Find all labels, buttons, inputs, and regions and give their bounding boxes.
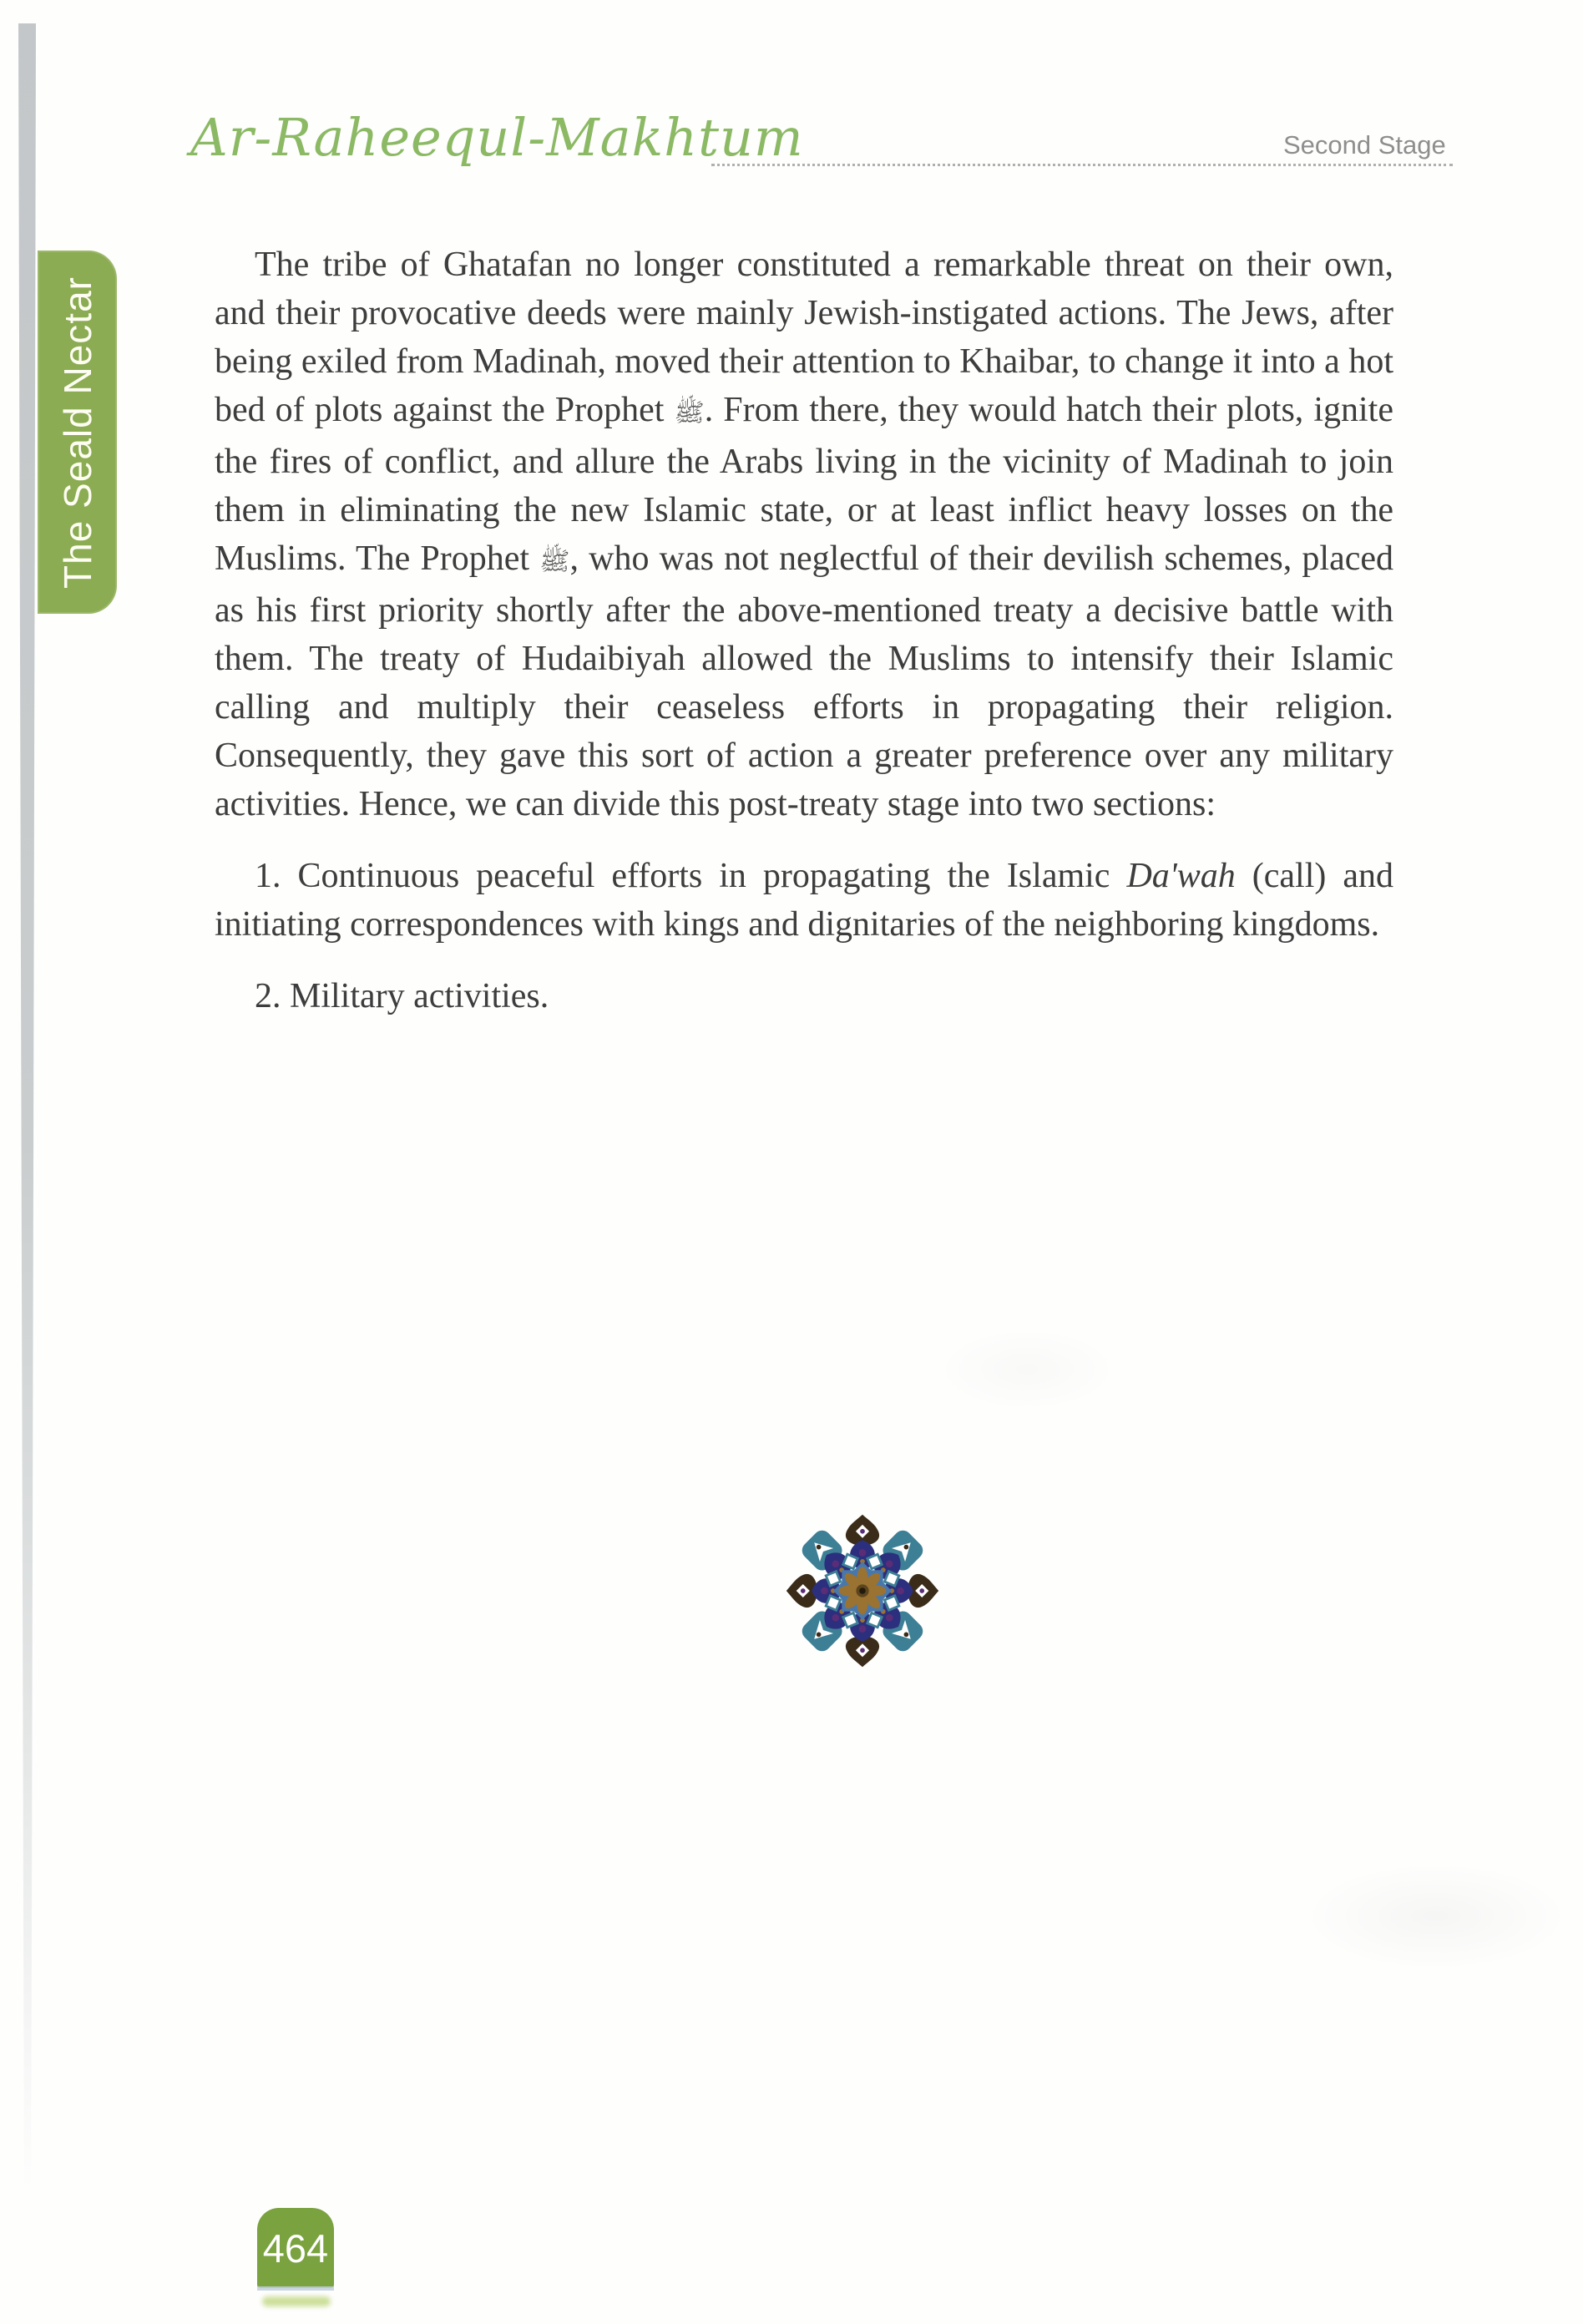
page-badge-underline [257, 2286, 334, 2291]
paragraph: The tribe of Ghatafan no longer constituted a remarkable threat on their own, and their provocative deeds were mainly Jewish-instigated actions. The Jews, after being exiled from Madinah, moved their attention to Khaibar, to change it into a hot bed of plots against the Prophet ﷺ. From there, they would hatch their plots, ignite the fires of conflict, and allure the Arabs living in the vicinity of Madinah to join them in eliminating the new Islamic state, or at least inflict heavy losses on the Muslims. The Prophet ﷺ, who was not neglectful of their devilish schemes, placed as his first priority shortly after the above-mentioned treaty a decisive battle with them. The treaty of Hudaibiyah allowed the Muslims to intensify their Islamic calling and multiply their ceaseless efforts in propagating their religion. Consequently, they gave this sort of action a greater preference over any military activities. Hence, we can divide this post-treaty stage into two sections: [215, 246, 1394, 823]
scan-smudge [935, 1328, 1119, 1411]
book-title-script: Ar-Raheequl-Makhtum [190, 107, 804, 168]
section-label: Second Stage [1283, 130, 1446, 159]
page-badge-reflection [262, 2296, 331, 2306]
sidebar-tab-the-sealed-nectar [38, 251, 117, 614]
scan-spine-bar [18, 23, 36, 2261]
body-text-block [215, 241, 1393, 1020]
ornament-rosette-icon [783, 1511, 942, 1670]
page-number-badge [257, 2208, 334, 2288]
sidebar-tab-label: The Seald Nectar [55, 276, 99, 589]
list-item: 1. Continuous peaceful efforts in propagating the Islamic Da'wah (call) and initiating correspondences with kings and dignitaries of the neighboring kingdoms. [215, 857, 1393, 944]
header-dotted-rule [711, 164, 1453, 166]
scan-smudge [1302, 1862, 1570, 1971]
page-number: 464 [262, 2225, 329, 2271]
list-item: 2. Military activities. [255, 977, 549, 1015]
